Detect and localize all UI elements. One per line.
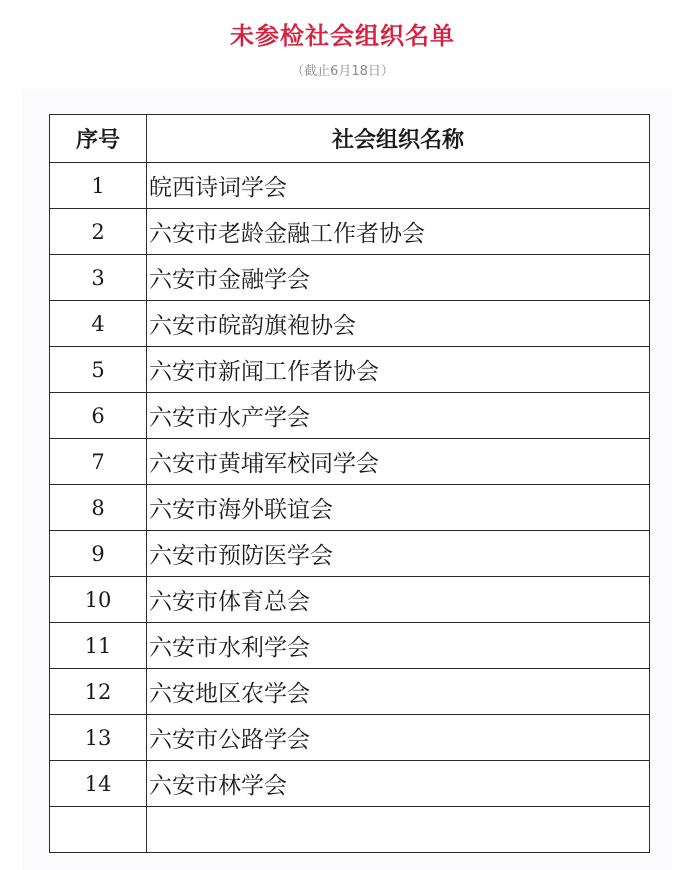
row-number: 12 [50,669,147,715]
page-title: 未参检社会组织名单 [230,22,455,50]
organization-table [49,114,650,853]
table-row [50,577,650,623]
row-number: 3 [50,255,147,301]
row-number: 7 [50,439,147,485]
table-row [50,485,650,531]
org-name: 皖西诗词学会 [147,163,650,209]
table-row [50,761,650,807]
row-number: 11 [50,623,147,669]
row-number: 14 [50,761,147,807]
page-subtitle: （截止6月18日） [291,64,394,79]
row-number: 2 [50,209,147,255]
row-number: 8 [50,485,147,531]
row-number: 5 [50,347,147,393]
org-name: 六安市新闻工作者协会 [147,347,650,393]
table-row [50,163,650,209]
org-name: 六安地区农学会 [147,669,650,715]
table-row [50,623,650,669]
column-header-number: 序号 [50,115,147,163]
org-name: 六安市林学会 [147,761,650,807]
org-name: 六安市体育总会 [147,577,650,623]
table-row [50,347,650,393]
org-name: 六安市水利学会 [147,623,650,669]
table-row [50,531,650,577]
org-name: 六安市金融学会 [147,255,650,301]
table-row [50,715,650,761]
column-header-org-name: 社会组织名称 [147,115,650,163]
table-header-row [50,115,650,163]
table-row [50,807,650,853]
table-row [50,669,650,715]
table-row [50,255,650,301]
table-row [50,393,650,439]
org-name: 六安市水产学会 [147,393,650,439]
org-name: 六安市预防医学会 [147,531,650,577]
table-row [50,439,650,485]
org-name: 六安市黄埔军校同学会 [147,439,650,485]
table-row [50,209,650,255]
row-number: 13 [50,715,147,761]
org-name: 六安市公路学会 [147,715,650,761]
row-number: 9 [50,531,147,577]
row-number [50,807,147,853]
org-name: 六安市海外联谊会 [147,485,650,531]
row-number: 6 [50,393,147,439]
row-number: 1 [50,163,147,209]
row-number: 10 [50,577,147,623]
org-name: 六安市老龄金融工作者协会 [147,209,650,255]
org-name [147,807,650,853]
org-name: 六安市皖韵旗袍协会 [147,301,650,347]
table-row [50,301,650,347]
row-number: 4 [50,301,147,347]
